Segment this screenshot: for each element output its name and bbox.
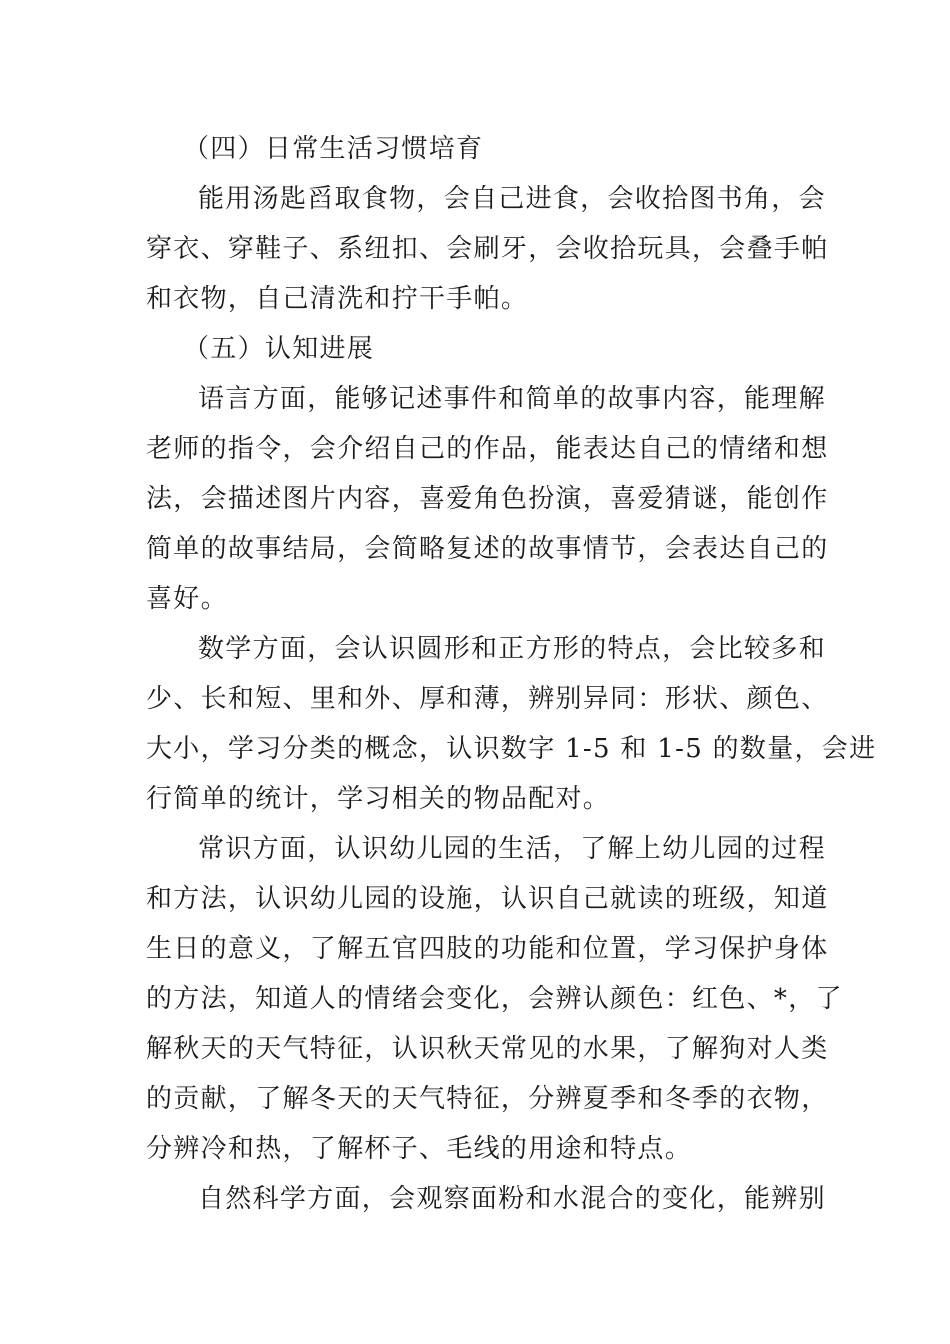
paragraph-line: 和方法，认识幼儿园的设施，认识自己就读的班级，知道 [146, 884, 829, 914]
paragraph-line: 的贡献，了解冬天的天气特征，分辨夏季和冬季的衣物， [146, 1084, 829, 1114]
paragraph-line: 喜好。 [146, 584, 228, 614]
paragraph-line: 大小，学习分类的概念，认识数字 1-5 和 1-5 的数量，会进 [146, 734, 877, 764]
paragraph-line: 自然科学方面，会观察面粉和水混合的变化，能辨别 [198, 1184, 826, 1214]
paragraph-line: 能用汤匙舀取食物，会自己进食，会收拾图书角，会 [198, 184, 826, 214]
paragraph-line: 少、长和短、里和外、厚和薄，辨别异同：形状、颜色、 [146, 684, 829, 714]
paragraph-line: 数学方面，会认识圆形和正方形的特点，会比较多和 [198, 634, 826, 664]
paragraph-line: 分辨冷和热，了解杯子、毛线的用途和特点。 [146, 1134, 693, 1164]
paragraph-line: 穿衣、穿鞋子、系纽扣、会刷牙，会收拾玩具，会叠手帕 [146, 234, 829, 264]
paragraph-line: 行简单的统计，学习相关的物品配对。 [146, 784, 611, 814]
paragraph-line: 和衣物，自己清洗和拧干手帕。 [146, 284, 529, 314]
paragraph-line: 常识方面，认识幼儿园的生活，了解上幼儿园的过程 [198, 834, 826, 864]
paragraph-line: 生日的意义，了解五官四肢的功能和位置，学习保护身体 [146, 934, 829, 964]
section-heading: （五）认知进展 [183, 334, 375, 364]
paragraph-line: 法，会描述图片内容，喜爱角色扮演，喜爱猜谜，能创作 [146, 484, 829, 514]
paragraph-line: 老师的指令，会介绍自己的作品，能表达自己的情绪和想 [146, 434, 829, 464]
paragraph-line: 语言方面，能够记述事件和简单的故事内容，能理解 [198, 384, 826, 414]
paragraph-line: 的方法，知道人的情绪会变化，会辨认颜色：红色、*，了 [146, 984, 843, 1014]
section-heading: （四）日常生活习惯培育 [183, 134, 484, 164]
paragraph-line: 简单的故事结局，会简略复述的故事情节，会表达自己的 [146, 534, 829, 564]
paragraph-line: 解秋天的天气特征，认识秋天常见的水果，了解狗对人类 [146, 1034, 829, 1064]
